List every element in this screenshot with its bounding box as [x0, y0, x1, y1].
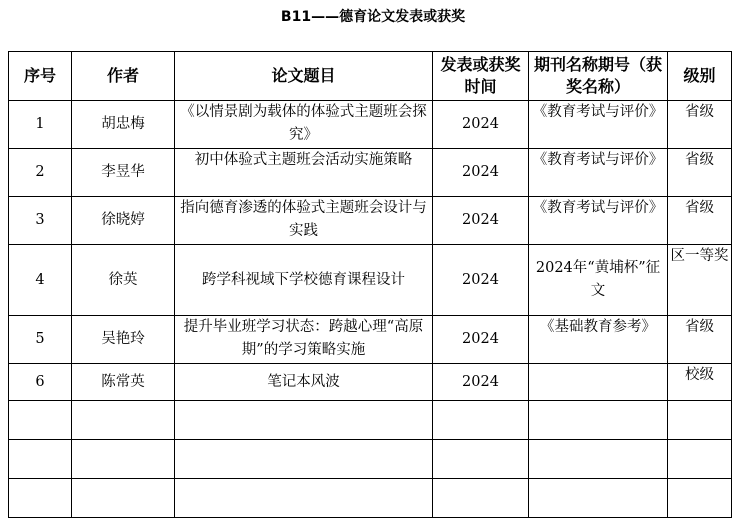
cell-no: 6 [9, 364, 72, 401]
empty-row [9, 479, 732, 518]
empty-cell [433, 401, 529, 440]
cell-journal: 《教育考试与评价》 [529, 197, 668, 245]
cell-level: 省级 [668, 149, 732, 197]
cell-paper-title: 跨学科视域下学校德育课程设计 [175, 245, 433, 316]
empty-cell [9, 440, 72, 479]
empty-cell [529, 479, 668, 518]
cell-author: 陈常英 [72, 364, 175, 401]
empty-cell [529, 440, 668, 479]
cell-year: 2024 [433, 364, 529, 401]
empty-row [9, 401, 732, 440]
empty-cell [668, 440, 732, 479]
empty-cell [668, 401, 732, 440]
cell-paper-title: 笔记本风波 [175, 364, 433, 401]
cell-paper-title: 提升毕业班学习状态：跨越心理“高原期”的学习策略实施 [175, 316, 433, 364]
cell-no: 2 [9, 149, 72, 197]
cell-no: 4 [9, 245, 72, 316]
cell-no: 1 [9, 101, 72, 149]
table-row [9, 245, 732, 316]
empty-cell [433, 440, 529, 479]
table-row [9, 149, 732, 197]
empty-cell [72, 401, 175, 440]
cell-year: 2024 [433, 245, 529, 316]
cell-journal [529, 364, 668, 401]
empty-cell [529, 401, 668, 440]
header-publish-time: 发表或获奖时间 [433, 52, 529, 101]
header-level: 级别 [668, 52, 732, 101]
cell-no: 3 [9, 197, 72, 245]
cell-author: 李昱华 [72, 149, 175, 197]
empty-cell [433, 479, 529, 518]
cell-no: 5 [9, 316, 72, 364]
cell-journal: 《基础教育参考》 [529, 316, 668, 364]
table-row [9, 364, 732, 401]
cell-level: 区一等奖 [668, 245, 732, 316]
cell-level: 省级 [668, 101, 732, 149]
empty-cell [9, 479, 72, 518]
header-journal: 期刊名称期号（获奖名称） [529, 52, 668, 101]
cell-year: 2024 [433, 101, 529, 149]
cell-level: 校级 [668, 364, 732, 401]
cell-journal: 2024年“黄埔杯”征文 [529, 245, 668, 316]
cell-year: 2024 [433, 316, 529, 364]
empty-cell [72, 440, 175, 479]
header-row [9, 52, 732, 101]
cell-author: 胡忠梅 [72, 101, 175, 149]
cell-level: 省级 [668, 197, 732, 245]
empty-cell [175, 440, 433, 479]
cell-paper-title: 《以情景剧为载体的体验式主题班会探究》 [175, 101, 433, 149]
header-paper-title: 论文题目 [175, 52, 433, 101]
cell-level: 省级 [668, 316, 732, 364]
papers-table [8, 51, 732, 518]
cell-journal: 《教育考试与评价》 [529, 101, 668, 149]
empty-cell [9, 401, 72, 440]
header-author: 作者 [72, 52, 175, 101]
table-row [9, 316, 732, 364]
cell-journal: 《教育考试与评价》 [529, 149, 668, 197]
cell-author: 徐晓婷 [72, 197, 175, 245]
empty-row [9, 440, 732, 479]
table-row [9, 197, 732, 245]
empty-cell [175, 401, 433, 440]
document-title: B11——德育论文发表或获奖 [280, 9, 466, 25]
table-row [9, 101, 732, 149]
cell-paper-title: 指向德育渗透的体验式主题班会设计与实践 [175, 197, 433, 245]
empty-cell [668, 479, 732, 518]
empty-cell [72, 479, 175, 518]
header-no: 序号 [9, 52, 72, 101]
cell-year: 2024 [433, 197, 529, 245]
cell-author: 吴艳玲 [72, 316, 175, 364]
cell-author: 徐英 [72, 245, 175, 316]
cell-paper-title: 初中体验式主题班会活动实施策略 [175, 149, 433, 197]
empty-cell [175, 479, 433, 518]
cell-year: 2024 [433, 149, 529, 197]
